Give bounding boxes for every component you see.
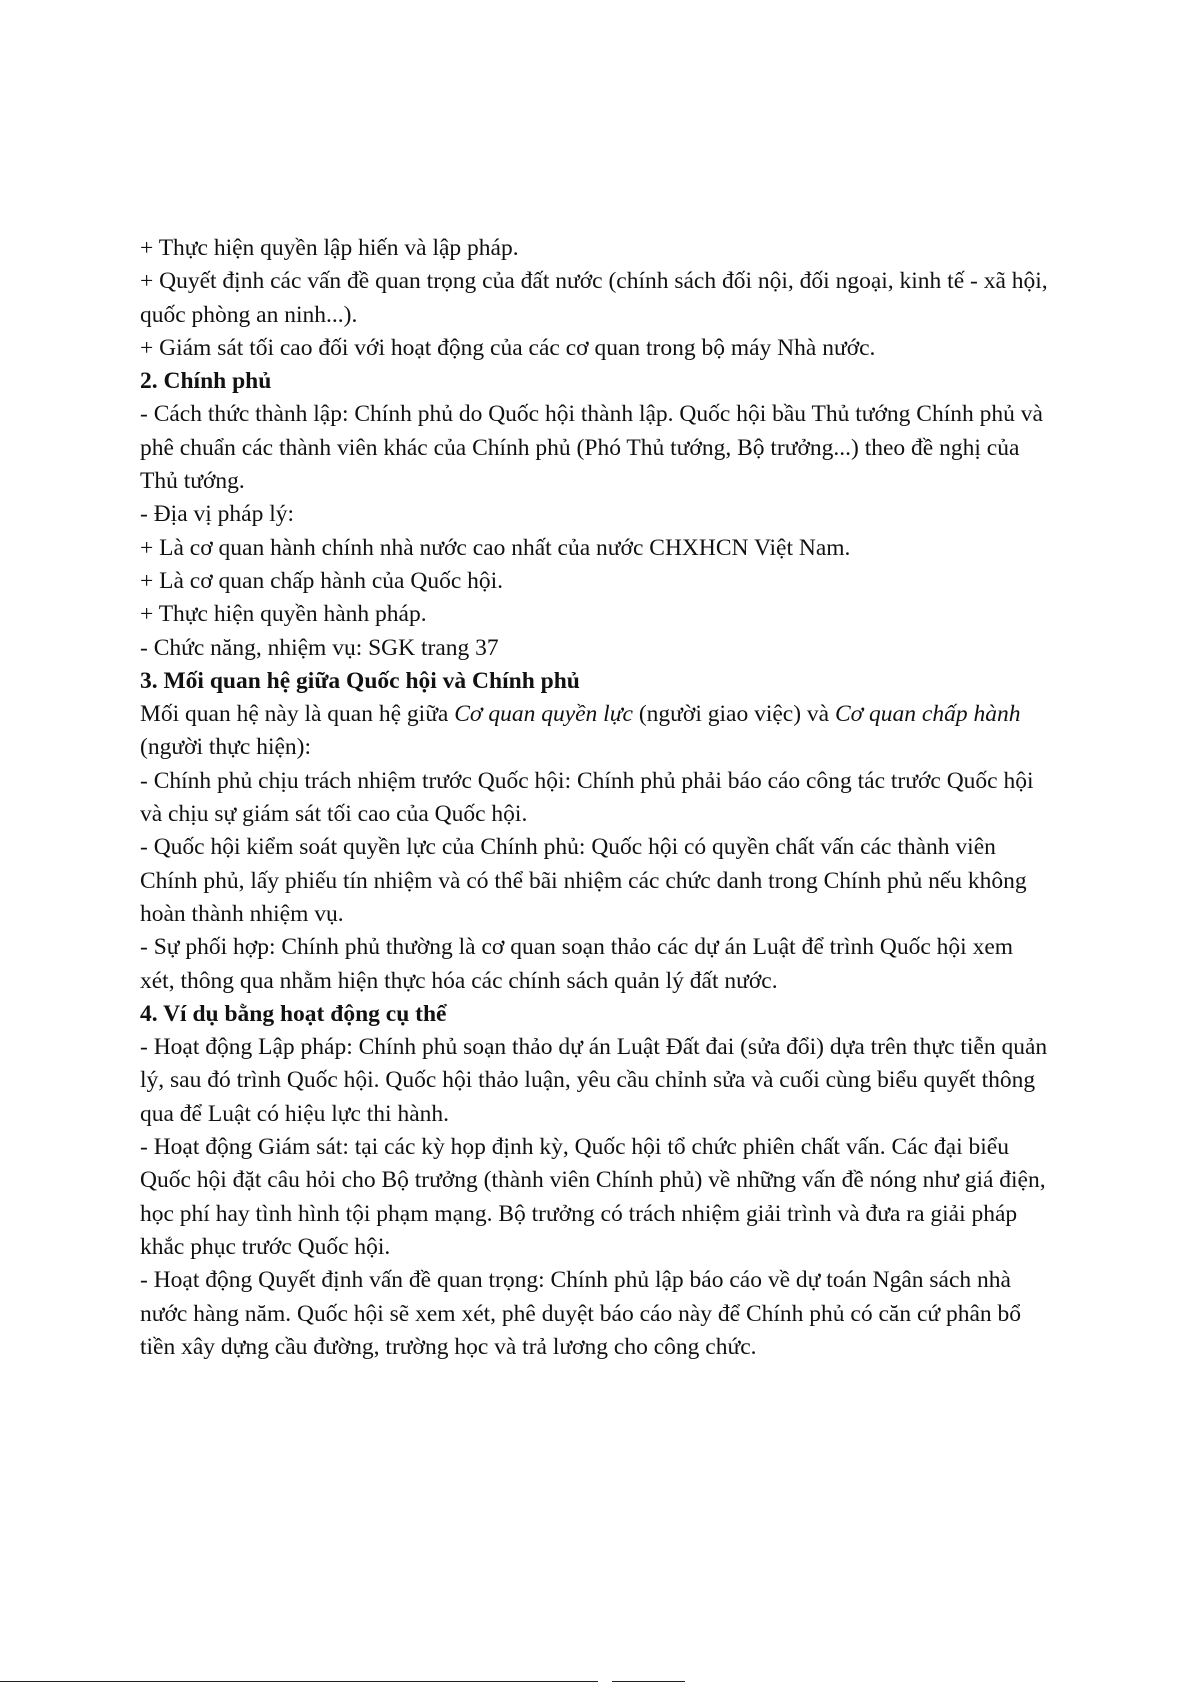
paragraph-executive-body: + Là cơ quan chấp hành của Quốc hội. [140, 567, 504, 594]
intro-text-b: (người giao việc) và [632, 701, 835, 728]
intro-italic-executive-body: Cơ quan chấp hành [834, 701, 1021, 728]
intro-text-a: Mối quan hệ này là quan hệ giữa [140, 701, 455, 728]
heading-examples: 4. Ví dụ bằng hoạt động cụ thể [140, 1000, 447, 1027]
paragraph-functions-duties: - Chức năng, nhiệm vụ: SGK trang 37 [140, 634, 499, 661]
paragraph-legal-status: - Địa vị pháp lý: [140, 501, 295, 528]
paragraph-government-responsibility: - Chính phủ chịu trách nhiệm trước Quốc hội: Chính phủ phải báo cáo công tác trước Quốc hội và chịu sự giám sát tối cao của Quốc hội. [140, 767, 1034, 828]
paragraph-supreme-supervision: + Giám sát tối cao đối với hoạt động của các cơ quan trong bộ máy Nhà nước. [140, 334, 876, 361]
paragraph-relationship-intro [140, 698, 1050, 765]
heading-government: 2. Chính phủ [140, 368, 272, 395]
document-body [140, 232, 1050, 1364]
paragraph-assembly-control: - Quốc hội kiểm soát quyền lực của Chính phủ: Quốc hội có quyền chất vấn các thành viên Chính phủ, lấy phiếu tín nhiệm và có thể bãi nhiệm các chức danh trong Chính phủ nếu không hoàn thành nhiệm vụ. [140, 834, 1027, 927]
paragraph-lawmaking-power: + Thực hiện quyền lập hiến và lập pháp. [140, 235, 519, 261]
paragraph-important-decisions: + Quyết định các vấn đề quan trọng của đất nước (chính sách đối nội, đối ngoại, kinh tế - xã hội, quốc phòng an ninh...). [140, 268, 1048, 328]
paragraph-executive-power: + Thực hiện quyền hành pháp. [140, 601, 427, 628]
paragraph-formation: - Cách thức thành lập: Chính phủ do Quốc hội thành lập. Quốc hội bầu Thủ tướng Chính phủ và phê chuẩn các thành viên khác của Chính phủ (Phó Thủ tướng, Bộ trưởng...) theo đề nghị của Thủ tướng. [140, 401, 1043, 495]
paragraph-example-budget: - Hoạt động Quyết định vấn đề quan trọng: Chính phủ lập báo cáo về dự toán Ngân sách nhà nước hàng năm. Quốc hội sẽ xem xét, phê duyệt báo cáo này để Chính phủ có căn cứ phân bổ tiền xây dựng cầu đường, trường học và trả lương cho công chức. [140, 1267, 1022, 1360]
intro-text-c: (người thực hiện): [140, 734, 312, 761]
intro-italic-power-body: Cơ quan quyền lực [454, 701, 633, 728]
heading-relationship: 3. Mối quan hệ giữa Quốc hội và Chính phủ [140, 667, 580, 694]
paragraph-example-supervision: - Hoạt động Giám sát: tại các kỳ họp định kỳ, Quốc hội tổ chức phiên chất vấn. Các đại biểu Quốc hội đặt câu hỏi cho Bộ trưởng (thành viên Chính phủ) về những vấn đề nóng như giá điện, học phí hay tình hình tội phạm mạng. Bộ trưởng có trách nhiệm giải trình và đưa ra giải pháp khắc phục trước Quốc hội. [140, 1134, 1046, 1260]
footer-divider [0, 1681, 685, 1682]
paragraph-example-legislation: - Hoạt động Lập pháp: Chính phủ soạn thảo dự án Luật Đất đai (sửa đổi) dựa trên thực tiễn quản lý, sau đó trình Quốc hội. Quốc hội thảo luận, yêu cầu chỉnh sửa và cuối cùng biểu quyết thông qua để Luật có hiệu lực thi hành. [140, 1034, 1048, 1127]
paragraph-coordination: - Sự phối hợp: Chính phủ thường là cơ quan soạn thảo các dự án Luật để trình Quốc hội xem xét, thông qua nhằm hiện thực hóa các chính sách quản lý đất nước. [140, 934, 1014, 994]
footer-divider-gap [598, 1679, 612, 1685]
paragraph-highest-admin-body: + Là cơ quan hành chính nhà nước cao nhất của nước CHXHCN Việt Nam. [140, 534, 851, 561]
